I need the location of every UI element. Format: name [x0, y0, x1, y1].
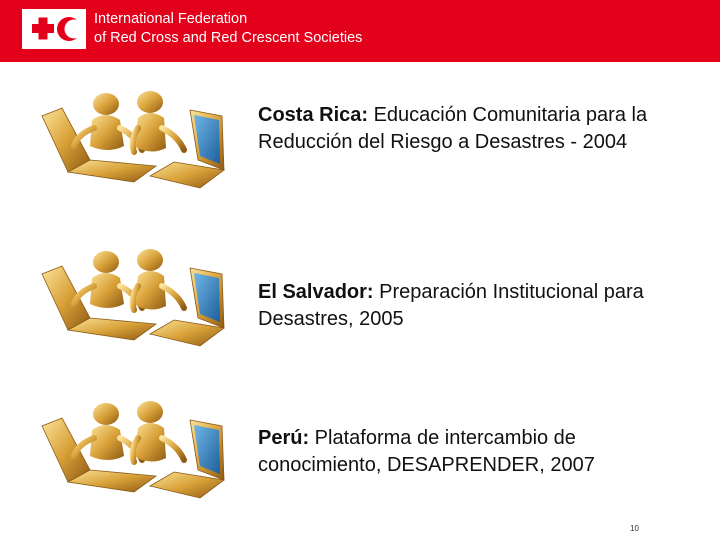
- entry-text: Preparación Institucional para Desastres, 2005: [258, 281, 644, 330]
- entry-text: Educación Comunitaria para la Reducción del Riesgo a Desastres - 2004: [258, 104, 648, 153]
- figures-at-laptops-icon: [38, 246, 228, 358]
- organization-name: [94, 10, 362, 48]
- entry-country: Costa Rica:: [258, 104, 369, 126]
- header-banner: [0, 0, 720, 62]
- org-name-line1: International Federation: [94, 11, 248, 27]
- project-entry-el-salvador: [258, 279, 688, 333]
- org-name-line2: of Red Cross and Red Crescent Societies: [94, 30, 363, 46]
- figures-at-laptops-icon: [38, 88, 228, 200]
- red-cross-red-crescent-logo: [22, 9, 86, 49]
- project-entry-peru: [258, 425, 688, 479]
- slide-number: 10: [630, 524, 639, 533]
- figures-at-laptops-icon: [38, 398, 228, 510]
- entry-country: El Salvador:: [258, 281, 374, 303]
- entry-country: Perú:: [258, 427, 310, 449]
- project-entry-costa-rica: [258, 102, 688, 156]
- entry-text: Plataforma de intercambio de conocimiento, DESAPRENDER, 2007: [258, 427, 595, 476]
